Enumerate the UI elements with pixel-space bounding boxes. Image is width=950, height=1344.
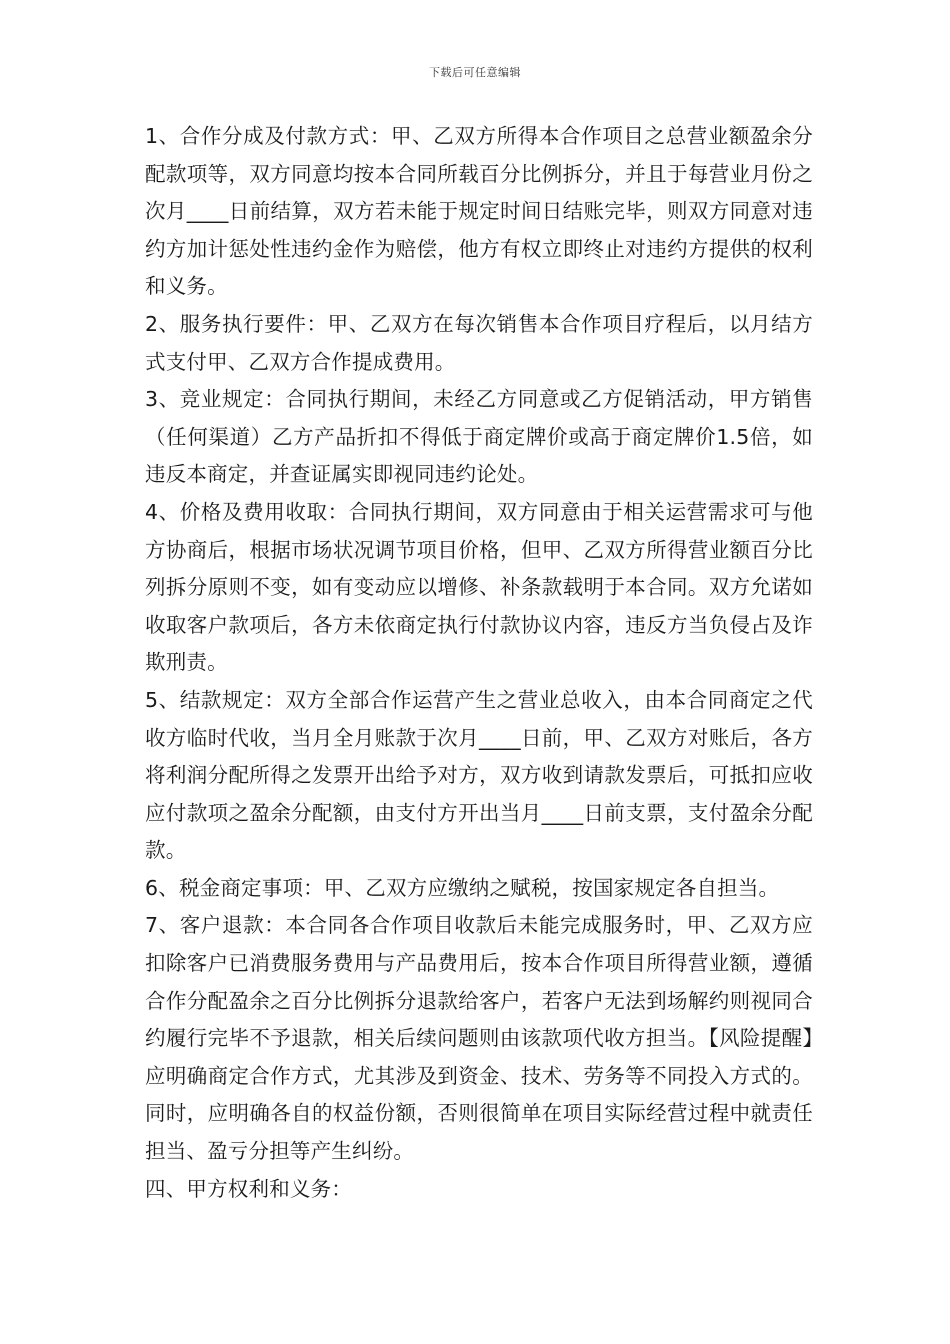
clause-7-paragraph: 7、客户退款：本合同各合作项目收款后未能完成服务时，甲、乙双方应扣除客户已消费服务费用与产品费用后，按本合作项目所得营业额，遵循合作分配盈余之百分比例拆分退款给客户，若客户无法到场解约则视同合约履行完毕不予退款，相关后续问题则由该款项代收方担当。【风险提醒】应明确商定合作方式，尤其涉及到资金、技术、劳务等不同投入方式的。同时，应明确各自的权益份额，否则很简单在项目实际经营过程中就责任担当、盈亏分担等产生纠纷。 (145, 913, 813, 1164)
document-body (145, 118, 813, 1208)
clause-1-paragraph: 1、合作分成及付款方式：甲、乙双方所得本合作项目之总营业额盈余分配款项等，双方同意均按本合同所载百分比例拆分，并且于每营业月份之次月____日前结算，双方若未能于规定时间日结账完毕，则双方同意对违约方加计惩处性违约金作为赔偿，他方有权立即终止对违约方提供的权利和义务。 (145, 124, 813, 299)
clause-2-paragraph: 2、服务执行要件：甲、乙双方在每次销售本合作项目疗程后，以月结方式支付甲、乙双方合作提成费用。 (145, 311, 813, 374)
clause-5-paragraph: 5、结款规定：双方全部合作运营产生之营业总收入，由本合同商定之代收方临时代收，当月全月账款于次月____日前，甲、乙双方对账后，各方将利润分配所得之发票开出给予对方，双方收到请款发票后，可抵扣应收应付款项之盈余分配额，由支付方开出当月____日前支票，支付盈余分配款。 (145, 687, 813, 863)
clause-6-paragraph: 6、税金商定事项：甲、乙双方应缴纳之赋税，按国家规定各自担当。 (145, 875, 780, 900)
section-heading: 四、甲方权利和义务： (145, 1176, 352, 1201)
page-header: 下载后可任意编辑 (429, 66, 521, 79)
clause-4-paragraph: 4、价格及费用收取：合同执行期间，双方同意由于相关运营需求可与他方协商后，根据市场状况调节项目价格，但甲、乙双方所得营业额百分比列拆分原则不变，如有变动应以增修、补条款载明于本合同。双方允诺如收取客户款项后，各方未依商定执行付款协议内容，违反方当负侵占及诈欺刑责。 (145, 499, 813, 675)
clause-3-paragraph: 3、竞业规定：合同执行期间，未经乙方同意或乙方促销活动，甲方销售（任何渠道）乙方产品折扣不得低于商定牌价或高于商定牌价1.5倍，如违反本商定，并查证属实即视同违约论处。 (145, 387, 813, 487)
